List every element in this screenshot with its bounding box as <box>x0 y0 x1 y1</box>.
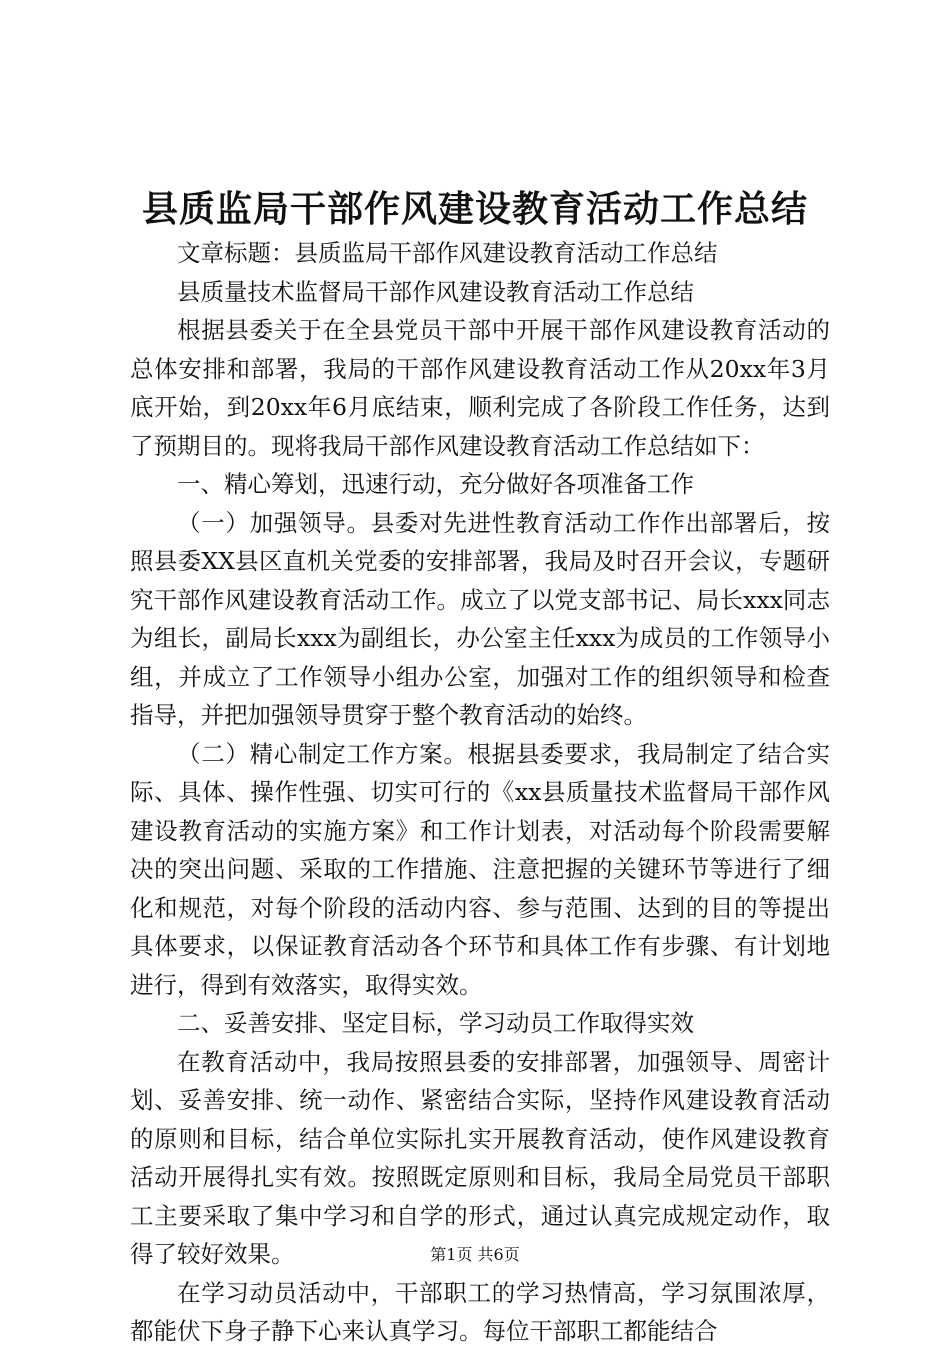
section-heading-2: 二、妥善安排、坚定目标，学习动员工作取得实效 <box>177 1009 694 1037</box>
paragraph-education: 在教育活动中，我局按照县委的安排部署，加强领导、周密计划、妥善安排、统一动作、紧密结合实际，坚持作风建设教育活动的原则和目标，结合单位实际扎实开展教育活动，使作风建设教育活动开展得扎实有效。按照既定原则和目标，我局全局党员干部职工主要采取了集中学习和自学的形式，通过认真完成规定动作，取得了较好效果。 <box>130 1047 830 1268</box>
document-title: 县质监局干部作风建设教育活动工作总结 <box>141 188 808 230</box>
page-footer: 第1页 共6页 <box>430 1245 520 1264</box>
document-body <box>130 234 830 1351</box>
paragraph-study: 在学习动员活动中，干部职工的学习热情高，学习氛围浓厚，都能伏下身子静下心来认真学习。每位干部职工都能结合 <box>130 1278 830 1345</box>
subtitle-line: 县质量技术监督局干部作风建设教育活动工作总结 <box>177 277 694 306</box>
section-heading-1: 一、精心筹划，迅速行动，充分做好各项准备工作 <box>177 470 694 498</box>
paragraph-intro: 根据县委关于在全县党员干部中开展干部作风建设教育活动的总体安排和部署，我局的干部作风建设教育活动工作从20xx年3月底开始，到20xx年6月底结束，顺利完成了各阶段工作任务，达到了预期目的。现将我局干部作风建设教育活动工作总结如下： <box>130 316 830 460</box>
paragraph-plan: （二）精心制定工作方案。根据县委要求，我局制定了结合实际、具体、操作性强、切实可行的《xx县质量技术监督局干部作风建设教育活动的实施方案》和工作计划表，对活动每个阶段需要解决的突出问题、采取的工作措施、注意把握的关键环节等进行了细化和规范，对每个阶段的活动内容、参与范围、达到的目的等提出具体要求，以保证教育活动各个环节和具体工作有步骤、有计划地进行，得到有效落实，取得实效。 <box>130 739 830 999</box>
article-title-line: 文章标题：县质监局干部作风建设教育活动工作总结 <box>177 239 718 267</box>
paragraph-leadership: （一）加强领导。县委对先进性教育活动工作作出部署后，按照县委XX县区直机关党委的安排部署，我局及时召开会议，专题研究干部作风建设教育活动工作。成立了以党支部书记、局长xxx同志为组长，副局长xxx为副组长，办公室主任xxx为成员的工作领导小组，并成立了工作领导小组办公室，加强对工作的组织领导和检查指导，并把加强领导贯穿于整个教育活动的始终。 <box>130 508 830 729</box>
